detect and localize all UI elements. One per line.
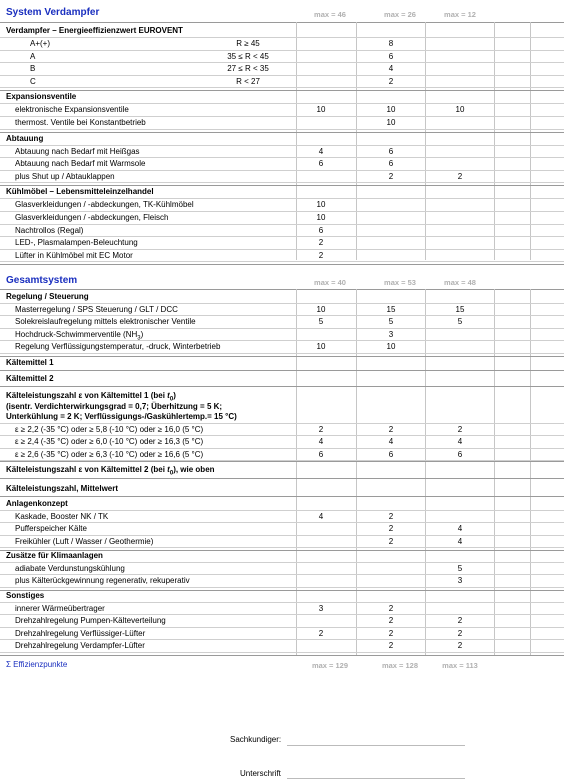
criterion-label: B (30, 64, 36, 74)
criterion-label: Freikühler (Luft / Wasser / Geothermie) (15, 536, 154, 546)
label-tail: ) (140, 329, 144, 339)
criterion-label: elektronische Expansionsventile (15, 105, 129, 115)
row-divider (0, 249, 564, 250)
points-cell: 5 (318, 317, 324, 327)
points-cell: 2 (318, 250, 324, 260)
criterion-label: A+(+) (30, 39, 51, 48)
points-cell: 4 (388, 437, 394, 447)
row-divider (0, 236, 564, 237)
max-points-label: max = 12 (444, 10, 476, 19)
points-cell: 2 (457, 425, 463, 434)
criterion-label: Pufferspeicher Kälte (15, 524, 87, 534)
points-cell: 2 (388, 628, 394, 638)
row-divider (0, 129, 564, 130)
criterion-label: Masterregelung / SPS Steuerung / GLT / DCC (15, 305, 178, 314)
row-divider (0, 182, 564, 183)
points-cell: 10 (316, 305, 326, 314)
max-points-label: max = 113 (442, 661, 478, 670)
row-divider (0, 522, 564, 523)
criterion-label: Nachtrollos (Regal) (15, 225, 84, 235)
row-divider (0, 448, 564, 449)
section-title: Gesamtsystem (6, 275, 78, 286)
row-divider (0, 614, 564, 615)
range-label: R ≥ 45 (236, 39, 260, 48)
points-cell: 10 (316, 105, 326, 115)
group-header: Zusätze für Klimaanlagen (6, 551, 103, 560)
row-divider (0, 627, 564, 628)
row-divider (0, 353, 564, 354)
points-cell: 2 (388, 171, 394, 181)
row-divider (0, 386, 564, 387)
row-divider (0, 587, 564, 588)
kz2-header-part: Kälteleistungszahl ε von Kältemittel 2 (bei (6, 465, 168, 474)
column-divider (425, 289, 426, 655)
row-divider (0, 170, 564, 171)
unterschrift-signature-field[interactable] (287, 778, 465, 779)
row-divider (0, 22, 564, 23)
max-points-label: max = 46 (314, 10, 346, 19)
points-cell: 3 (388, 329, 394, 339)
points-cell: 10 (316, 200, 326, 210)
section-title: System Verdampfer (6, 7, 100, 18)
max-points-label: max = 26 (384, 10, 416, 19)
kz2-header-part: ), wie oben (173, 465, 215, 474)
points-cell: 2 (457, 628, 463, 638)
row-divider (0, 145, 564, 146)
criterion-label: ε ≥ 2,6 (-35 °C) oder ≥ 6,3 (-10 °C) oder ≥ 16,6 (5 °C) (15, 449, 204, 459)
points-cell: 3 (457, 576, 463, 586)
criterion-label: plus Shut up / Abtauklappen (15, 171, 115, 181)
row-divider (0, 574, 564, 575)
range-label: R < 27 (236, 76, 260, 86)
points-cell: 10 (455, 105, 465, 115)
criterion-label: LED-, Plasmalampen-Beleuchtung (15, 238, 138, 248)
points-cell: 2 (388, 512, 394, 521)
group-header: (isentr. Verdichterwirkungsgrad = 0,7; Überhitzung = 5 K; (6, 402, 223, 411)
points-cell: 4 (388, 64, 394, 74)
group-header: Regelung / Steuerung (6, 292, 89, 301)
row-divider (0, 356, 564, 357)
points-cell: 2 (457, 641, 463, 651)
row-divider (0, 639, 564, 640)
unterschrift-label: Unterschrift (240, 769, 281, 778)
max-points-label: max = 48 (444, 278, 476, 287)
points-cell: 2 (388, 536, 394, 546)
criterion-label: Solekreislaufregelung mittels elektronischer Ventile (15, 317, 196, 327)
row-divider (0, 510, 564, 511)
points-cell: 6 (457, 449, 463, 459)
group-header: Abtauung (6, 133, 44, 143)
max-points-label: max = 40 (314, 278, 346, 287)
points-cell: 5 (457, 564, 463, 573)
group-header: Unterkühlung = 2 K; Verflüssigungs-/Gaskühlertemp.= 15 °C) (6, 412, 237, 421)
kz1-header-part: t (167, 391, 170, 400)
range-label: 27 ≤ R < 35 (227, 64, 269, 74)
criterion-label: thermost. Ventile bei Konstantbetrieb (15, 118, 146, 127)
criterion-label: Lüfter in Kühlmöbel mit EC Motor (15, 250, 133, 260)
row-divider (0, 211, 564, 212)
points-cell: 6 (318, 159, 324, 169)
row-divider (0, 75, 564, 76)
column-divider (530, 289, 531, 655)
row-divider (0, 157, 564, 158)
row-divider (0, 50, 564, 51)
criterion-label: Glasverkleidungen / -abdeckungen, Fleisch (15, 213, 169, 222)
points-cell: 10 (386, 342, 396, 352)
row-divider (0, 315, 564, 316)
criterion-label: ε ≥ 2,4 (-35 °C) oder ≥ 6,0 (-10 °C) oder ≥ 16,3 (5 °C) (15, 437, 204, 447)
row-divider (0, 224, 564, 225)
sachkundiger-signature-field[interactable] (287, 745, 465, 746)
row-divider (0, 535, 564, 536)
points-cell: 15 (455, 305, 465, 314)
criterion-label: Hochdruck-Schwimmerventile $(NH_3)$ (15, 329, 144, 342)
points-cell: 4 (457, 437, 463, 447)
group-header: Kühlmöbel – Lebensmitteleinzelhandel (6, 187, 154, 197)
column-divider (494, 289, 495, 655)
points-cell: 2 (318, 425, 324, 434)
row-divider (0, 478, 564, 479)
kz2-header-part: 0 (169, 470, 174, 477)
points-cell: 5 (388, 317, 394, 327)
points-cell: 2 (388, 641, 394, 651)
row-divider (0, 340, 564, 341)
row-divider (0, 116, 564, 117)
points-cell: 6 (388, 159, 394, 169)
points-cell: 8 (388, 39, 394, 48)
max-points-label: max = 128 (381, 661, 419, 670)
points-cell: 2 (318, 238, 324, 248)
points-cell: 10 (386, 105, 396, 115)
max-points-label: max = 53 (384, 278, 416, 287)
row-divider (0, 132, 564, 133)
points-cell: 2 (318, 628, 324, 638)
criterion-label: Abtauung nach Bedarf mit Warmsole (15, 159, 146, 169)
criterion-label: Regelung Verflüssigungstemperatur, -druck, Winterbetrieb (15, 342, 221, 352)
row-divider (0, 261, 564, 262)
column-divider (356, 289, 357, 655)
points-cell: 4 (457, 524, 463, 534)
efficiency-points-total-label: Σ Effizienzpunkte (6, 660, 68, 669)
criterion-label: C (30, 76, 36, 86)
row-divider (0, 103, 564, 104)
criterion-label: A (30, 51, 36, 61)
range-label: 35 ≤ R < 45 (227, 51, 269, 61)
points-cell: 2 (457, 616, 463, 626)
row-divider (0, 547, 564, 548)
points-cell: 2 (457, 171, 463, 181)
criterion-label: innerer Wärmeübertrager (15, 604, 105, 613)
row-divider (0, 198, 564, 199)
row-divider (0, 90, 564, 91)
kz2-header-part: t (167, 465, 170, 474)
points-cell: 6 (388, 449, 394, 459)
group-header: Kälteleistungszahl, Mittelwert (6, 484, 119, 493)
group-header: Sonstiges (6, 591, 45, 600)
points-cell: 10 (316, 213, 326, 222)
points-cell: 4 (457, 536, 463, 546)
points-cell: 2 (388, 76, 394, 86)
points-cell: 2 (388, 425, 394, 434)
row-divider (0, 370, 564, 371)
row-divider (0, 652, 564, 653)
criterion-label: Glasverkleidungen / -abdeckungen, TK-Kühlmöbel (15, 200, 194, 210)
row-divider (0, 37, 564, 38)
max-points-label: max = 129 (311, 661, 349, 670)
row-divider (0, 328, 564, 329)
row-divider (0, 62, 564, 63)
points-cell: 5 (457, 317, 463, 327)
row-divider (0, 496, 564, 497)
row-divider (0, 435, 564, 436)
points-cell: 4 (318, 146, 324, 156)
subscript: 3 (137, 335, 141, 342)
row-divider (0, 590, 564, 591)
row-divider (0, 185, 564, 186)
points-cell: 2 (388, 604, 394, 613)
kz1-header-part: Kälteleistungszahl ε von Kältemittel 1 (bei (6, 391, 168, 400)
criterion-label: Abtauung nach Bedarf mit Heißgas (15, 146, 140, 156)
points-cell: 3 (318, 604, 324, 613)
row-divider (0, 264, 564, 265)
criterion-label: adiabate Verdunstungskühlung (15, 564, 125, 573)
points-cell: 6 (388, 51, 394, 61)
criterion-label: plus Kälterückgewinnung regenerativ, rekuperativ (15, 576, 190, 586)
row-divider (0, 303, 564, 304)
points-cell: 2 (388, 616, 394, 626)
row-divider (0, 289, 564, 290)
criterion-label: Drehzahlregelung Verflüssiger-Lüfter (15, 628, 146, 638)
criterion-label: Drehzahlregelung Verdampfer-Lüfter (15, 641, 145, 651)
group-header: Kältemittel 2 (6, 374, 54, 383)
row-divider (0, 602, 564, 603)
group-header: Anlagenkonzept (6, 499, 68, 508)
points-cell: 6 (318, 225, 324, 235)
kz1-header (6, 391, 176, 403)
row-divider (0, 423, 564, 424)
group-header: Kältemittel 1 (6, 358, 54, 367)
row-divider (0, 655, 564, 656)
points-cell: 4 (318, 437, 324, 447)
points-cell: 2 (388, 524, 394, 534)
group-header: Verdampfer – Energieeffizienzwert EUROVENT (6, 26, 183, 35)
criterion-label: Drehzahlregelung Pumpen-Kälteverteilung (15, 616, 166, 626)
points-cell: 6 (318, 449, 324, 459)
points-cell: 10 (316, 342, 326, 352)
kz1-header-part: ) (173, 391, 176, 400)
points-cell: 4 (318, 512, 324, 521)
criterion-label: ε ≥ 2,2 (-35 °C) oder ≥ 5,8 (-10 °C) oder ≥ 16,0 (5 °C) (15, 425, 204, 434)
row-divider (0, 87, 564, 88)
row-divider (0, 461, 564, 462)
points-cell: 6 (388, 146, 394, 156)
points-cell: 15 (386, 305, 396, 314)
sachkundiger-label: Sachkundiger: (230, 735, 282, 744)
group-header: Expansionsventile (6, 92, 77, 102)
row-divider (0, 562, 564, 563)
kz2-header (6, 465, 215, 477)
points-cell: 10 (386, 118, 396, 127)
criterion-label: Kaskade, Booster NK / TK (15, 512, 109, 521)
kz1-header-part: 0 (169, 396, 174, 403)
